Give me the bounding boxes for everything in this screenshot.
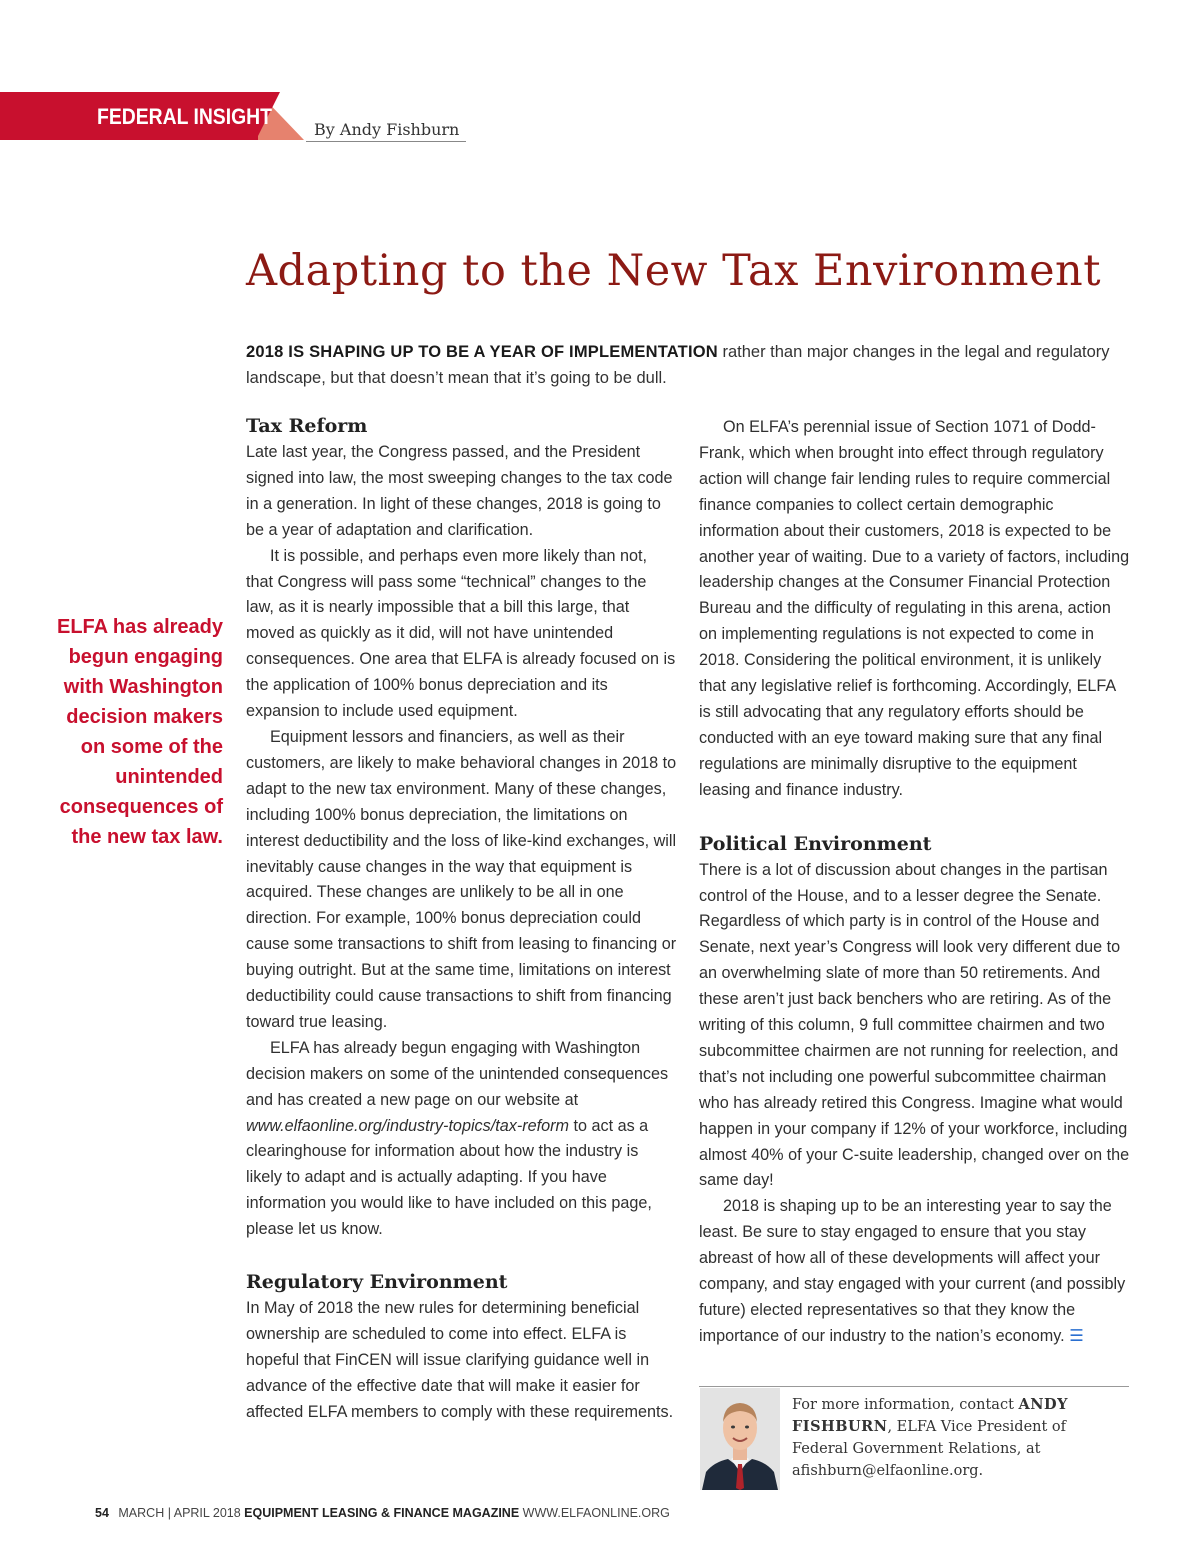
- heading-tax-reform: Tax Reform: [246, 415, 368, 437]
- tax-reform-paragraph: [246, 1036, 678, 1243]
- author-photo: [700, 1388, 780, 1490]
- contact-details: , ELFA Vice President of Federal Government Relations, at afishburn@elfaonline.org.: [792, 1419, 1067, 1479]
- spacer: [699, 804, 1131, 830]
- tax-reform-paragraph: It is possible, and perhaps even more likely than not, that Congress will pass some “technical” changes to the law, as it is nearly impossible that a bill this large, that moved as quickly as it did, will not have unintended consequences. One area that ELFA is already focused on is the application of 100% bonus depreciation and its expansion to include used equipment.: [246, 546, 676, 721]
- intro-rest: rather than major changes in the legal and regulatory landscape, but that doesn’t mean that it’s going to be dull.: [246, 343, 1110, 387]
- tax-reform-paragraph: Late last year, the Congress passed, and the President signed into law, the most sweeping changes to the tax code in a generation. In light of these changes, 2018 is going to be a year of adaptation and clarification.: [246, 443, 673, 539]
- page-number: 54: [95, 1506, 109, 1520]
- tax-reform-paragraph: Equipment lessors and financiers, as well as their customers, are likely to make behavioral changes in 2018 to adapt to the new tax environment. Many of these changes, including 100% bonus depreciation, the limitations on interest deductibility and the loss of like-kind exchanges, will inevitably cause changes in the way that equipment is acquired. These changes are unlikely to be all in one direction. For example, 100% bonus depreciation could cause some transactions to shift from leasing to financing or buying outright. But at the same time, limitations on interest deductibility could cause transactions to shift from financing toward true leasing.: [246, 727, 677, 1031]
- political-paragraph: There is a lot of discussion about changes in the partisan control of the House, and to a lesser degree the Senate. Regardless of which party is in control of the House and Senate, next year’s Congress will look very different due to an overwhelming slate of more than 50 retirements. And these aren’t just back benchers who are retiring. As of the writing of this column, 9 full committee chairmen and two subcommittee chairmen are not running for reelection, and that’s not including one powerful subcommittee chairman who has already retired this Congress. Imagine what would happen in your company if 12% of your workforce, including almost 40% of your C-suite leadership, changed over on the same day!: [699, 860, 1130, 1190]
- contact-name: ANDY FISHBURN: [792, 1396, 1068, 1435]
- contact-lead: For more information, contact: [792, 1397, 1019, 1413]
- page-footer: [95, 1506, 670, 1520]
- article-intro: [246, 339, 1130, 391]
- tax-reform-text: to act as a clearinghouse for information about how the industry is likely to adapt and is actually adapting. If you have information you would like to have included on this page, please let us know.: [246, 1116, 652, 1239]
- regulatory-paragraph: In May of 2018 the new rules for determining beneficial ownership are scheduled to come into effect. ELFA is hopeful that FinCEN will issue clarifying guidance well in advance of the effective date that will make it easier for affected ELFA members to comply with these requirements.: [246, 1299, 674, 1421]
- contact-divider: [699, 1386, 1129, 1387]
- pull-quote: ELFA has already begun engaging with Washington decision makers on some of the unintended consequences of the new tax law.: [57, 616, 223, 848]
- right-column: [699, 415, 1131, 1350]
- heading-political-environment: Political Environment: [699, 832, 932, 855]
- section-label: FEDERAL INSIGHT: [97, 104, 272, 129]
- contact-info: [792, 1394, 1122, 1482]
- author-portrait-icon: [700, 1388, 780, 1490]
- tax-reform-link[interactable]: www.elfaonline.org/industry-topics/tax-reform: [246, 1116, 569, 1135]
- article-title: Adapting to the New Tax Environment: [246, 246, 1101, 296]
- intro-lead: 2018 IS SHAPING UP TO BE A YEAR OF IMPLEMENTATION: [246, 343, 718, 361]
- end-mark-icon: ☰: [1069, 1326, 1084, 1345]
- footer-issue: MARCH | APRIL 2018: [118, 1506, 245, 1520]
- tax-reform-text: ELFA has already begun engaging with Washington decision makers on some of the unintended consequences and has created a new page on our website at: [246, 1038, 669, 1109]
- heading-regulatory-environment: Regulatory Environment: [246, 1271, 508, 1294]
- regulatory-paragraph: On ELFA’s perennial issue of Section 1071 of Dodd-Frank, which when brought into effect through regulatory action will change fair lending rules to require commercial finance companies to collect certain demographic information about their customers, 2018 is expected to be another year of waiting. Due to a variety of factors, including leadership changes at the Consumer Financial Protection Bureau and the difficulty of regulating in this arena, action on implementing regulations is not expected to come in 2018. Considering the political environment, it is unlikely that any legislative relief is forthcoming. Accordingly, ELFA is still advocating that any regulatory efforts should be conducted with an eye toward making sure that any final regulations are minimally disruptive to the equipment leasing and finance industry.: [699, 418, 1130, 799]
- footer-magazine: EQUIPMENT LEASING & FINANCE MAGAZINE: [244, 1506, 520, 1520]
- byline: By Andy Fishburn: [314, 120, 460, 139]
- footer-url: WWW.ELFAONLINE.ORG: [519, 1506, 670, 1520]
- political-text: 2018 is shaping up to be an interesting year to say the least. Be sure to stay engaged to ensure that you stay abreast of how all of these developments will affect your company, and stay engaged with your current (and possibly future) elected representatives so that they know the importance of our industry to the nation’s economy.: [699, 1197, 1126, 1345]
- political-paragraph: [699, 1194, 1131, 1349]
- left-column: [246, 412, 678, 1426]
- byline-divider: [306, 141, 466, 142]
- spacer: [246, 1243, 678, 1268]
